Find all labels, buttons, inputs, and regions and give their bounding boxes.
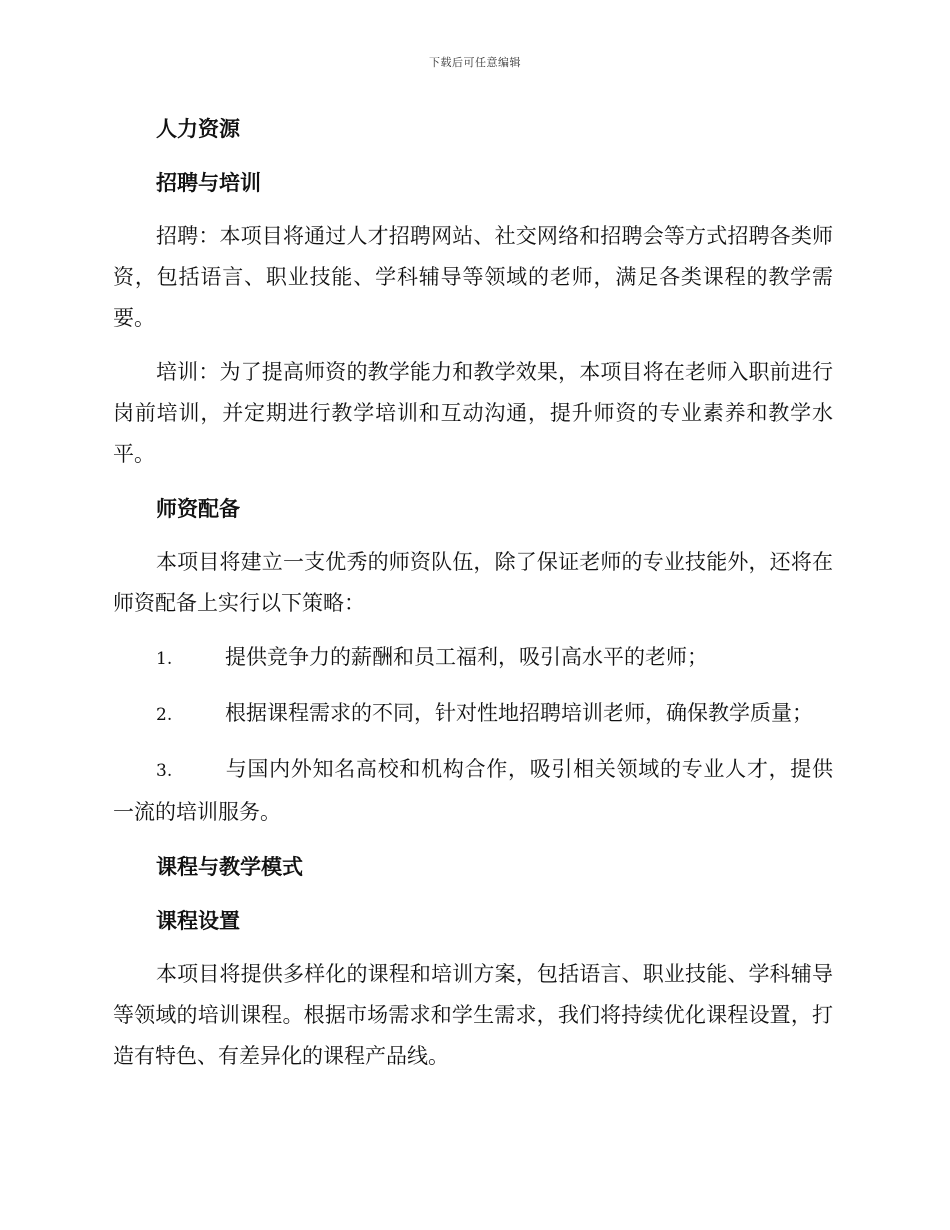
paragraph-staffing: 本项目将建立一支优秀的师资队伍，除了保证老师的专业技能外，还将在师资配备上实行以下策略：	[113, 550, 833, 615]
list-item	[113, 693, 833, 736]
list-item	[113, 637, 833, 680]
list-number: 2.	[156, 705, 173, 725]
list-text: 根据课程需求的不同，针对性地招聘培训老师，确保教学质量；	[225, 701, 813, 725]
list-number: 1.	[156, 649, 173, 669]
list-item	[113, 749, 833, 833]
list-text: 与国内外知名高校和机构合作，吸引相关领域的专业人才，提供一流的培训服务。	[113, 757, 833, 824]
list-text: 提供竞争力的薪酬和员工福利，吸引高水平的老师；	[225, 645, 708, 669]
paragraph-recruitment: 招聘：本项目将通过人才招聘网站、社交网络和招聘会等方式招聘各类师资，包括语言、职业技能、学科辅导等领域的老师，满足各类课程的教学需要。	[113, 224, 833, 330]
list-number: 3.	[156, 761, 173, 781]
section-heading-course-teaching: 课程与教学模式	[156, 854, 303, 879]
paragraph-course-setup: 本项目将提供多样化的课程和培训方案，包括语言、职业技能、学科辅导等领域的培训课程。根据市场需求和学生需求，我们将持续优化课程设置，打造有特色、有差异化的课程产品线。	[113, 962, 833, 1068]
section-heading-human-resources: 人力资源	[156, 116, 240, 141]
subsection-heading-recruit-train: 招聘与培训	[156, 170, 261, 195]
subsection-heading-course-setup: 课程设置	[156, 908, 240, 933]
document-body	[113, 108, 833, 1090]
subsection-heading-staffing: 师资配备	[156, 496, 240, 521]
page-header-note: 下载后可任意编辑	[429, 56, 521, 69]
paragraph-training: 培训：为了提高师资的教学能力和教学效果，本项目将在老师入职前进行岗前培训，并定期进行教学培训和互动沟通，提升师资的专业素养和教学水平。	[113, 360, 833, 466]
